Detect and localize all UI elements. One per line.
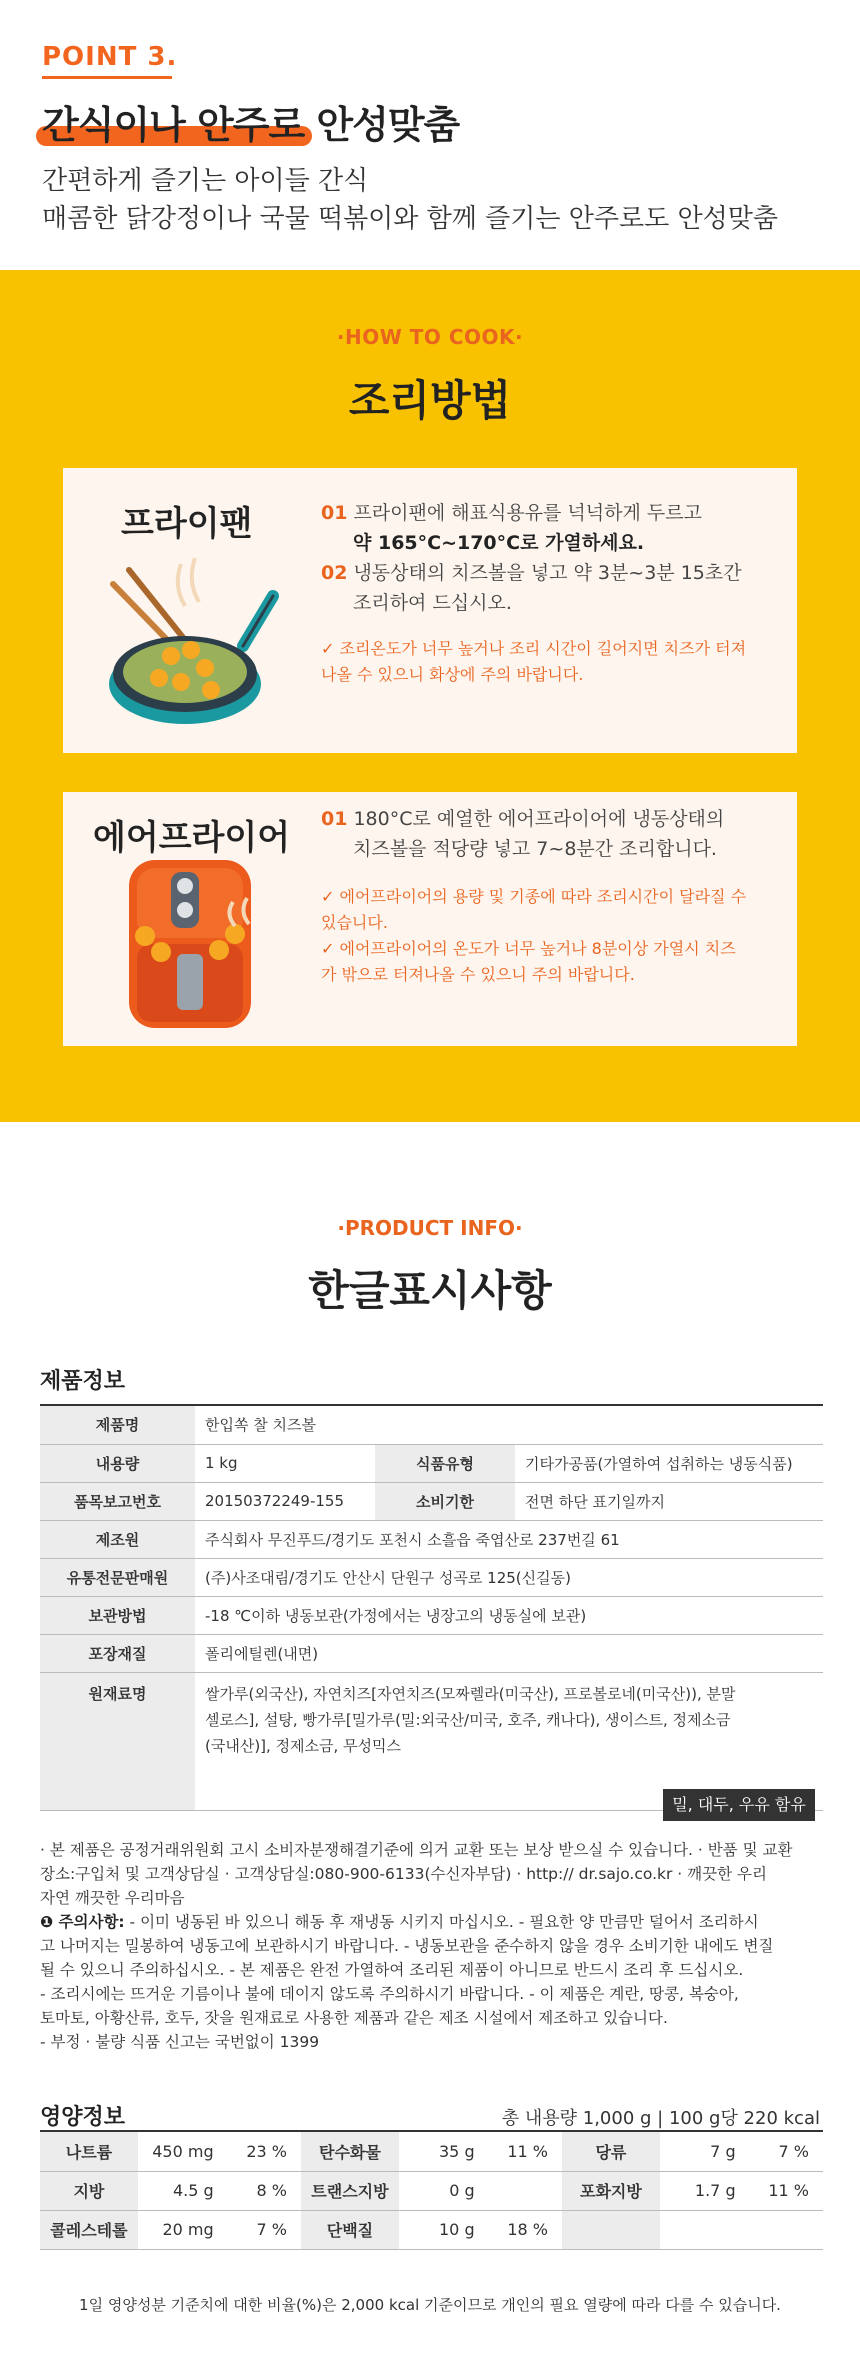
pan-note-1: ✓ 조리온도가 너무 높거나 조리 시간이 길어지면 치즈가 터져 xyxy=(321,639,747,658)
nutrient-name xyxy=(562,2210,660,2249)
air-fryer-card xyxy=(63,792,797,1046)
nutrient-name: 단백질 xyxy=(301,2210,399,2249)
table-value: 20150372249-155 xyxy=(195,1482,375,1520)
air-note-2: 있습니다. xyxy=(321,913,388,932)
nutrient-amount: 1.7 g xyxy=(660,2171,752,2210)
nutrition-total: 총 내용량 1,000 g | 100 g당 220 kcal xyxy=(501,2108,820,2129)
nutrient-amount: 20 mg xyxy=(138,2210,230,2249)
table-key: 제조원 xyxy=(40,1520,195,1558)
caution-text: - 이미 냉동된 바 있으니 해동 후 재냉동 시키지 마십시오. - 필요한 양 만큼만 덜어서 조리하시 xyxy=(124,1913,759,1931)
table-row xyxy=(40,2171,823,2210)
note-line: 자연 깨끗한 우리마음 xyxy=(40,1889,185,1907)
pan-note-2: 나올 수 있으니 화상에 주의 바랍니다. xyxy=(321,665,584,684)
air-note-3: ✓ 에어프라이어의 온도가 너무 높거나 8분이상 가열시 치즈 xyxy=(321,939,736,958)
frying-pan-card xyxy=(63,468,797,753)
allergy-badge: 밀, 대두, 우유 함유 xyxy=(663,1789,815,1821)
ingredients-line-1: 쌀가루(외국산), 자연치즈[자연치즈(모짜렐라(미국산), 프로볼로네(미국산)), 분말 xyxy=(205,1684,736,1703)
nutrient-percent: 18 % xyxy=(491,2210,562,2249)
table-value: 한입쏙 찰 치즈볼 xyxy=(195,1406,823,1444)
nutrient-name: 당류 xyxy=(562,2132,660,2171)
air-step-1-cont: 치즈볼을 적당량 넣고 7~8분간 조리합니다. xyxy=(353,838,717,860)
nutrient-amount: 450 mg xyxy=(138,2132,230,2171)
pan-step-1-text: 프라이팬에 해표식용유를 넉넉하게 두르고 xyxy=(353,502,702,524)
note-line: - 조리시에는 뜨거운 기름이나 불에 데이지 않도록 주의하시기 바랍니다. - 이 제품은 계란, 땅콩, 복숭아, xyxy=(40,1985,739,2003)
table-row xyxy=(40,2132,823,2171)
ingredients-line-3: (국내산)], 정제소금, 무성믹스 xyxy=(205,1736,402,1755)
nutrient-percent: 11 % xyxy=(491,2132,562,2171)
table-value: 기타가공품(가열하여 섭취하는 냉동식품) xyxy=(515,1444,823,1482)
product-notes xyxy=(40,1838,823,2054)
table-value: 1 kg xyxy=(195,1444,375,1482)
nutrient-amount: 35 g xyxy=(399,2132,491,2171)
nutrient-name: 탄수화물 xyxy=(301,2132,399,2171)
table-key: 유통전문판매원 xyxy=(40,1558,195,1596)
pan-step-2-text: 냉동상태의 치즈볼을 넣고 약 3분~3분 15초간 xyxy=(353,562,742,584)
table-key: 품목보고번호 xyxy=(40,1482,195,1520)
frying-pan-title: 프라이팬 xyxy=(121,504,253,544)
table-row xyxy=(40,1558,823,1596)
table-key: 포장재질 xyxy=(40,1634,195,1672)
product-info-label: ·PRODUCT INFO· xyxy=(337,1216,523,1240)
air-step-1-number: 01 xyxy=(321,808,348,830)
table-key: 내용량 xyxy=(40,1444,195,1482)
nutrient-percent: 8 % xyxy=(230,2171,301,2210)
note-line: 고 나머지는 밀봉하여 냉동고에 보관하시기 바랍니다. - 냉동보관을 준수하지 않을 경우 소비기한 내에도 변질 xyxy=(40,1937,774,1955)
note-line: 토마토, 아황산류, 호두, 잣을 원재료로 사용한 제품과 같은 제조 시설에서 제조하고 있습니다. xyxy=(40,2009,668,2027)
pan-step-2-cont: 조리하여 드십시오. xyxy=(353,592,512,614)
how-to-cook-title: 조리방법 xyxy=(348,376,512,425)
intro-subtext-2: 매콤한 닭강정이나 국물 떡볶이와 함께 즐기는 안주로도 안성맞춤 xyxy=(42,204,778,234)
nutrient-percent: 11 % xyxy=(752,2171,823,2210)
frying-pan-icon xyxy=(93,556,283,736)
nutrient-name: 나트륨 xyxy=(40,2132,138,2171)
nutrient-amount xyxy=(660,2210,752,2249)
table-value: -18 ℃이하 냉동보관(가정에서는 냉장고의 냉동실에 보관) xyxy=(195,1596,823,1634)
how-to-cook-label: ·HOW TO COOK· xyxy=(336,325,524,349)
note-line: 장소:구입처 및 고객상담실 · 고객상담실:080-900-6133(수신자부담) · http:// dr.sajo.co.kr · 깨끗한 우리 xyxy=(40,1865,767,1883)
note-line: 될 수 있으니 주의하십시오. - 본 제품은 완전 가열하여 조리된 제품이 아니므로 반드시 조리 후 드십시오. xyxy=(40,1961,744,1979)
nutrient-amount: 7 g xyxy=(660,2132,752,2171)
ingredients-line-2: 셀로스], 설탕, 빵가루[밀가루(밀:외국산/미국, 호주, 캐나다), 생이스트, 정제소금 xyxy=(205,1710,731,1729)
nutrient-name: 지방 xyxy=(40,2171,138,2210)
nutrient-percent xyxy=(491,2171,562,2210)
nutrition-table xyxy=(40,2132,823,2250)
note-line: · 본 제품은 공정거래위원회 고시 소비자분쟁해결기준에 의거 교환 또는 보상 받으실 수 있습니다. · 반품 및 교환 xyxy=(40,1841,793,1859)
table-value: 폴리에틸렌(내면) xyxy=(195,1634,823,1672)
pan-step-1-number: 01 xyxy=(321,502,348,524)
table-row xyxy=(40,1482,823,1520)
nutrition-heading: 영양정보 xyxy=(40,2105,126,2130)
air-step-1-text: 180°C로 예열한 에어프라이어에 냉동상태의 xyxy=(353,808,725,830)
table-key: 소비기한 xyxy=(375,1482,515,1520)
nutrient-name: 콜레스테롤 xyxy=(40,2210,138,2249)
table-row xyxy=(40,1444,823,1482)
nutrient-amount: 10 g xyxy=(399,2210,491,2249)
product-info-heading: 제품정보 xyxy=(40,1369,126,1394)
caution-label: ❶ 주의사항: xyxy=(40,1913,125,1931)
pan-step-1-cont: 약 165°C~170°C로 가열하세요. xyxy=(353,532,645,554)
point-label: POINT 3. xyxy=(42,42,178,72)
nutrient-percent: 7 % xyxy=(752,2132,823,2171)
intro-section xyxy=(0,0,860,270)
nutrient-percent xyxy=(752,2210,823,2249)
air-note-1: ✓ 에어프라이어의 용량 및 기종에 따라 조리시간이 달라질 수 xyxy=(321,887,747,906)
headline: 간식이나 안주로 안성맞춤 xyxy=(42,103,460,147)
product-info-title: 한글표시사항 xyxy=(308,1266,552,1315)
point-underline xyxy=(42,76,172,79)
table-row xyxy=(40,2210,823,2249)
pan-step-2 xyxy=(321,558,742,588)
note-line: - 부정 · 불량 식품 신고는 국번없이 1399 xyxy=(40,2033,320,2051)
air-note-4: 가 밖으로 터져나올 수 있으니 주의 바랍니다. xyxy=(321,965,635,984)
table-row xyxy=(40,1634,823,1672)
intro-subtext-1: 간편하게 즐기는 아이들 간식 xyxy=(42,166,369,196)
nutrient-percent: 23 % xyxy=(230,2132,301,2171)
product-info-table xyxy=(40,1406,823,1811)
table-key: 보관방법 xyxy=(40,1596,195,1634)
table-row xyxy=(40,1406,823,1444)
nutrient-amount: 4.5 g xyxy=(138,2171,230,2210)
nutrient-percent: 7 % xyxy=(230,2210,301,2249)
table-value: (주)사조대림/경기도 안산시 단원구 성곡로 125(신길동) xyxy=(195,1558,823,1596)
table-value: 주식회사 무진푸드/경기도 포천시 소흘읍 죽엽산로 237번길 61 xyxy=(195,1520,823,1558)
air-fryer-title: 에어프라이어 xyxy=(93,818,291,858)
nutrient-name: 포화지방 xyxy=(562,2171,660,2210)
pan-step-2-number: 02 xyxy=(321,562,348,584)
nutrient-name: 트랜스지방 xyxy=(301,2171,399,2210)
air-fryer-icon xyxy=(115,854,265,1034)
caution-line xyxy=(40,1910,823,1934)
air-step-1 xyxy=(321,804,724,834)
nutrient-amount: 0 g xyxy=(399,2171,491,2210)
nutrition-footnote: 1일 영양성분 기준치에 대한 비율(%)은 2,000 kcal 기준이므로 개인의 필요 열량에 따라 다를 수 있습니다. xyxy=(79,2296,781,2314)
table-key: 원재료명 xyxy=(40,1672,195,1810)
table-value: 전면 하단 표기일까지 xyxy=(515,1482,823,1520)
table-row xyxy=(40,1520,823,1558)
table-key: 식품유형 xyxy=(375,1444,515,1482)
table-key: 제품명 xyxy=(40,1406,195,1444)
how-to-cook-section xyxy=(0,270,860,1122)
pan-step-1 xyxy=(321,498,702,528)
table-row xyxy=(40,1596,823,1634)
